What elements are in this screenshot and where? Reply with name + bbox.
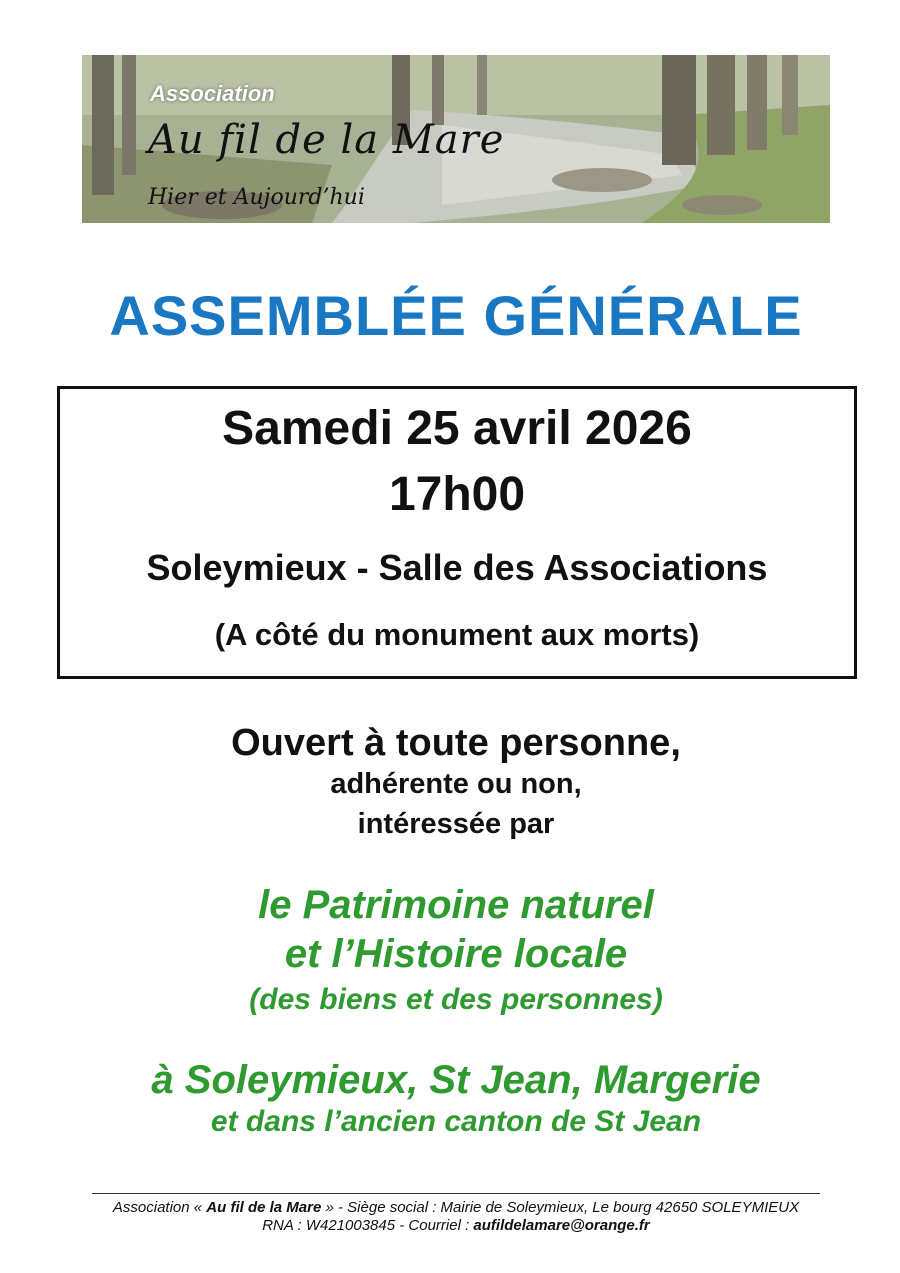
audience-line-3: intéressée par [357,808,555,840]
footer-association-name: Au fil de la Mare [206,1199,322,1216]
banner-association-name: Au fil de la Mare [148,117,505,163]
footer-email-link[interactable]: aufildelamare@orange.fr [473,1217,650,1234]
footer-address: » - Siège social : Mairie de Soleymieux, Le bourg 42650 SOLEYMIEUX [321,1199,800,1216]
event-time: 17h00 [388,468,526,521]
audience-line-2: adhérente ou non, [330,768,582,800]
poster-title: ASSEMBLÉE GÉNÉRALE [109,284,803,347]
topic-line-3: (des biens et des personnes) [249,983,663,1016]
footer-line-2 [0,1217,900,1234]
event-details-box [57,386,857,679]
topic-line-4: à Soleymieux, St Jean, Margerie [151,1058,761,1102]
audience-line-1: Ouvert à toute personne, [231,722,681,764]
event-place-note: (A côté du monument aux morts) [214,617,700,652]
association-banner [82,55,830,223]
topic-line-5: et dans l’ancien canton de St Jean [210,1105,702,1138]
footer-divider [92,1193,820,1194]
footer-rna: RNA : W421003845 - Courriel : [262,1217,474,1234]
banner-association-label: Association [150,81,275,106]
footer-prefix: Association « [112,1199,207,1216]
topic-line-1: le Patrimoine naturel [258,883,654,927]
banner-tagline: Hier et Aujourd’hui [148,185,365,210]
footer-line-1 [0,1199,900,1216]
event-date: Samedi 25 avril 2026 [222,402,692,455]
event-place: Soleymieux - Salle des Associations [146,547,768,588]
topic-line-2: et l’Histoire locale [284,932,628,976]
